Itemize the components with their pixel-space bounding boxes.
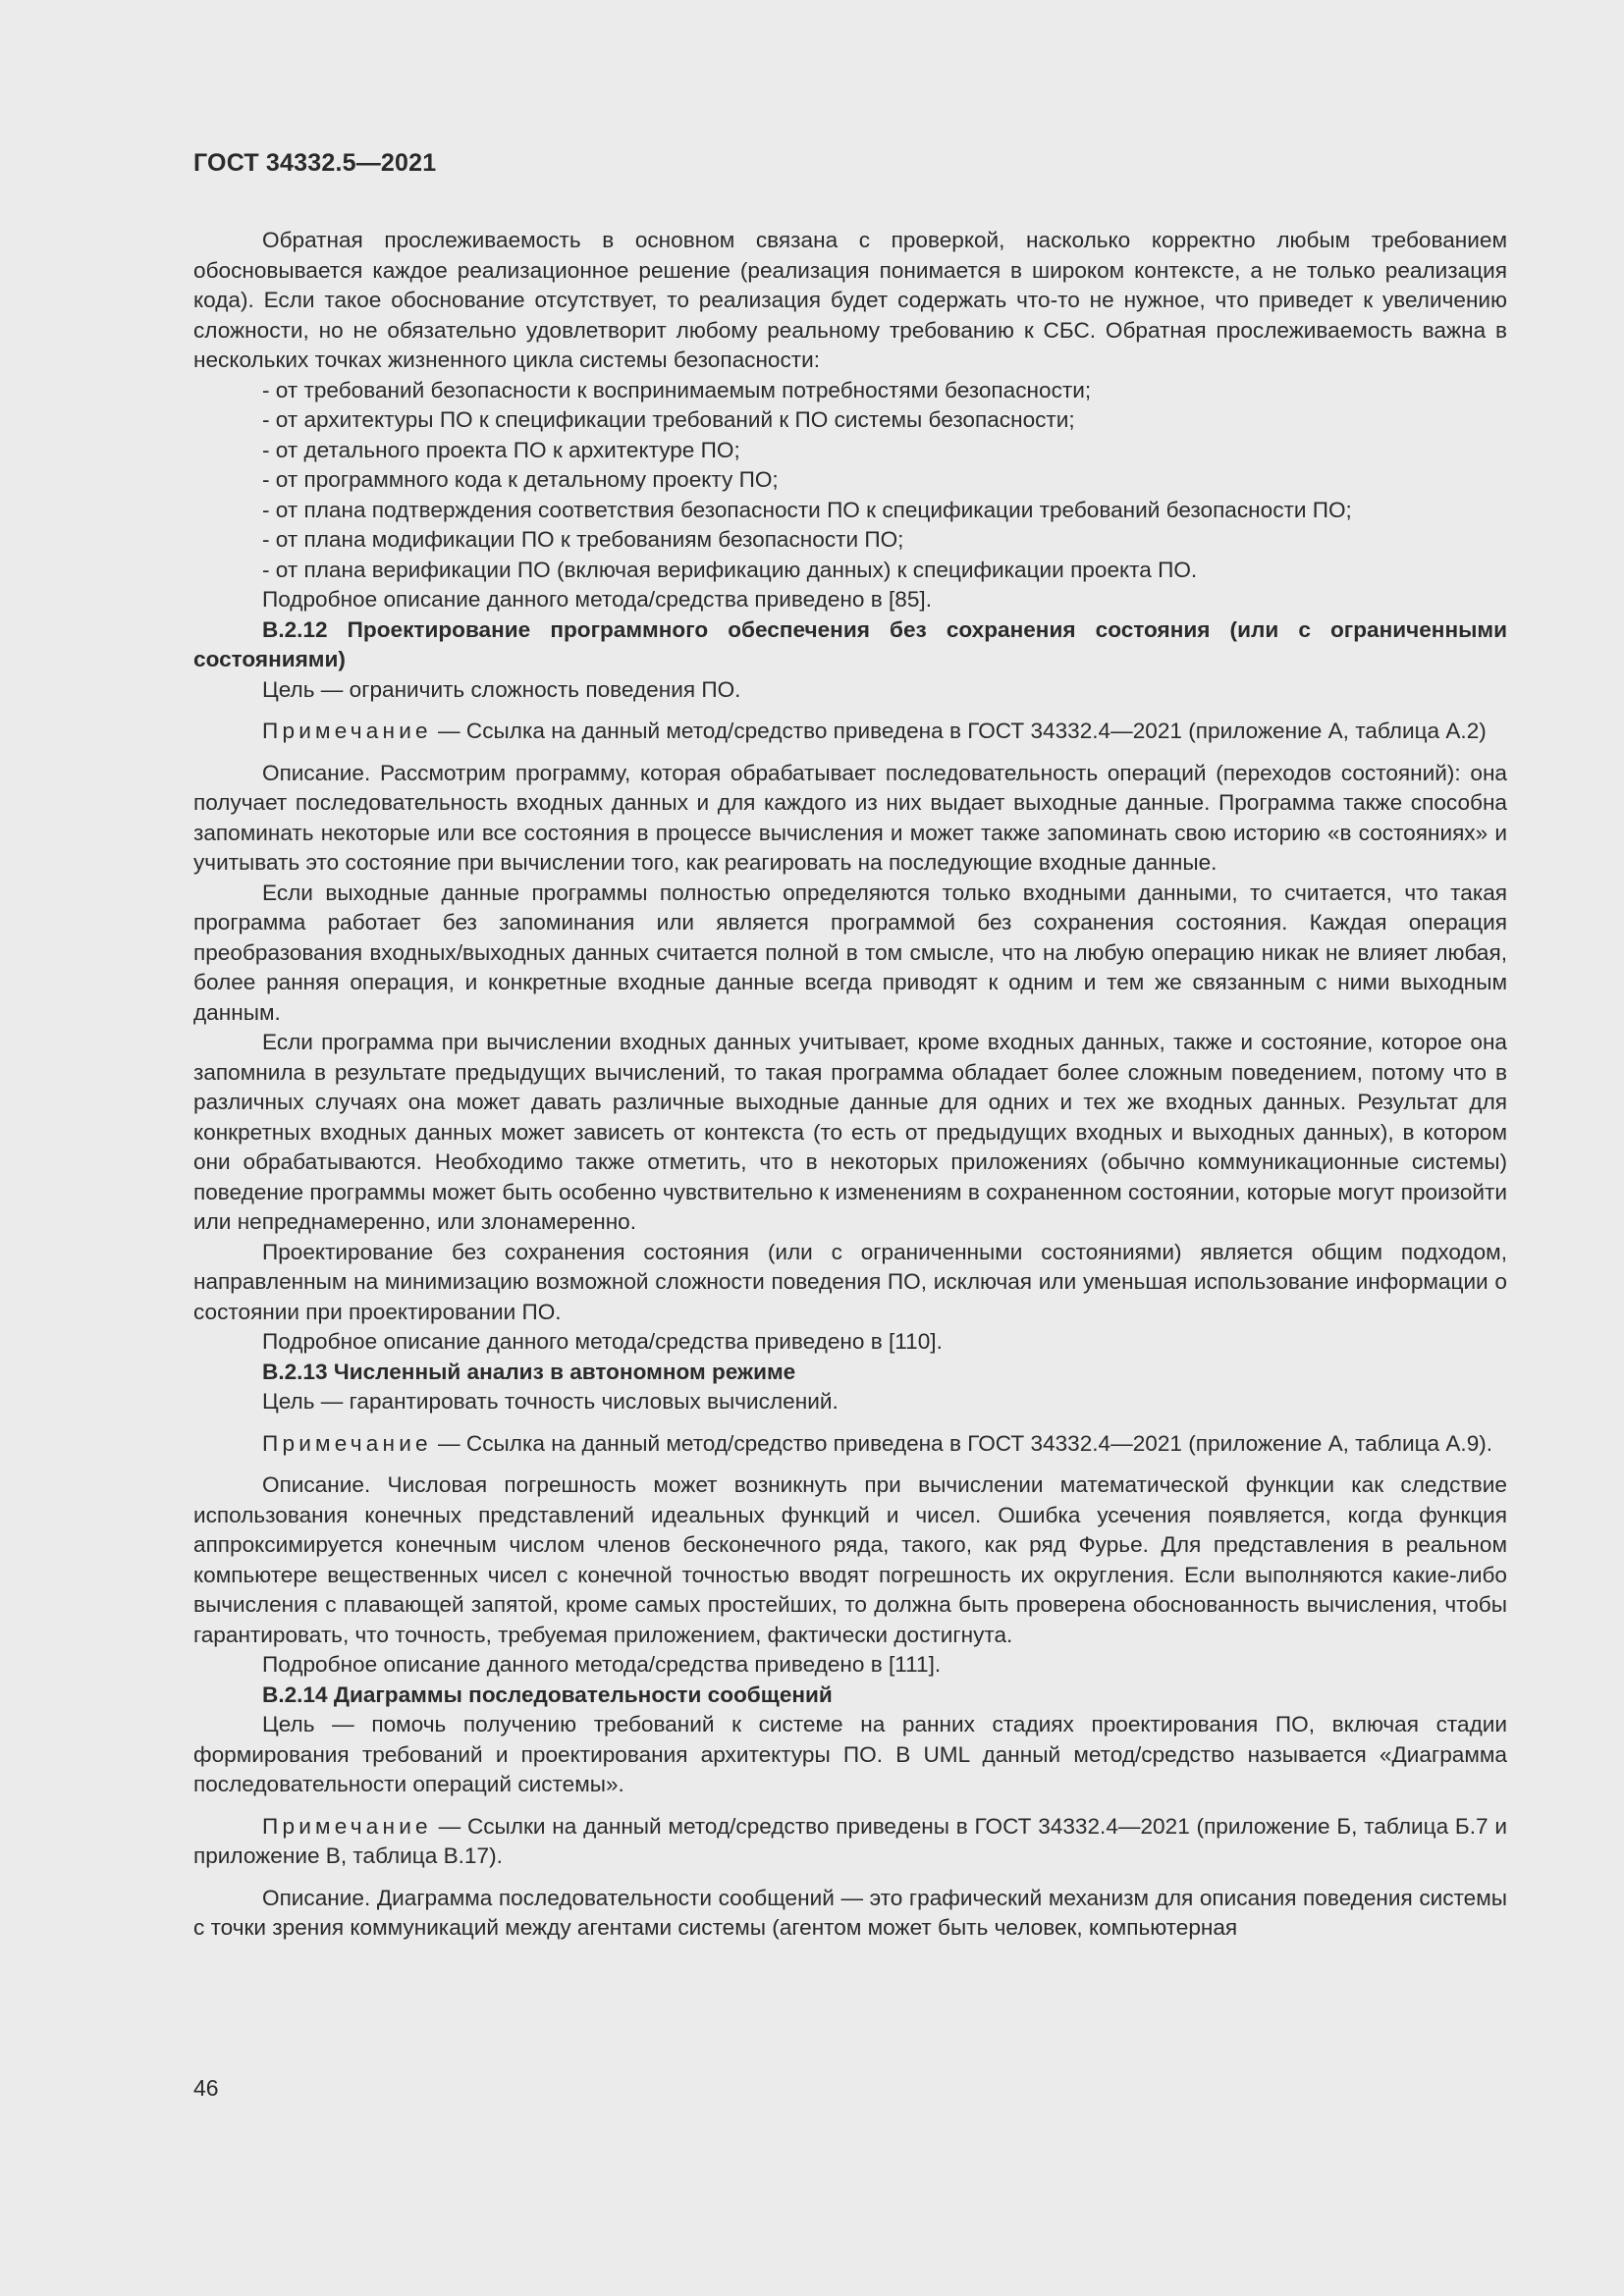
- document-header: ГОСТ 34332.5—2021: [193, 149, 437, 177]
- list-item: - от детального проекта ПО к архитектуре ПО;: [262, 437, 740, 462]
- paragraph: Если выходные данные программы полностью определяются только входными данными, то считается, что такая программа работает без запоминания или является программой без сохранения состояния. Каждая операция преобразования входных/выходных данных считается полной в том смысле, что на любую операцию никак не влияет любая, более ранняя операция, и конкретные входные данные всегда приводят к одним и тем же связанным с ними выходным данным.: [193, 880, 1507, 1025]
- note-text: — Ссылка на данный метод/средство приведена в ГОСТ 34332.4—2021 (приложение А, таблица А.2): [431, 719, 1487, 743]
- paragraph: Обратная прослеживаемость в основном связана с проверкой, насколько корректно любым требованием обосновывается каждое реализационное решение (реализация понимается в широком контексте, а не только реализация кода). Если такое обоснование отсутствует, то реализация будет содержать что-то не нужное, что приведет к увеличению сложности, но не обязательно удовлетворит любому реальному требованию к СБС. Обратная прослеживаемость важна в нескольких точках жизненного цикла системы безопасности:: [193, 228, 1507, 372]
- note: [193, 1429, 1507, 1460]
- section-heading-b212: В.2.12 Проектирование программного обеспечения без сохранения состояния (или с ограниченными состояниями): [193, 616, 1507, 671]
- paragraph: Цель — помочь получению требований к системе на ранних стадиях проектирования ПО, включая стадии формирования требований и проектирования архитектуры ПО. В UML данный метод/средство называется «Диаграмма последовательности операций системы».: [193, 1712, 1507, 1796]
- note-label: Примечание: [262, 1430, 432, 1456]
- paragraph: Цель — ограничить сложность поведения ПО.: [262, 676, 741, 702]
- paragraph: Описание. Диаграмма последовательности сообщений — это графический механизм для описания поведения системы с точки зрения коммуникаций между агентами системы (агентом может быть человек, компьютерная: [193, 1885, 1507, 1940]
- paragraph: Описание. Числовая погрешность может возникнуть при вычислении математической функции как следствие использования конечных представлений идеальных функций и чисел. Ошибка усечения появляется, когда функция аппроксимируется конечным числом членов бесконечного ряда, такого, как ряд Фурье. Для представления в реальном компьютере вещественных чисел с конечной точностью вводят погрешность их округления. Если выполняются какие-либо вычисления с плавающей запятой, кроме самых простейших, то должна быть проверена обоснованность вычисления, чтобы гарантировать, что точность, требуемая приложением, фактически достигнута.: [193, 1472, 1507, 1647]
- traceability-list: [193, 376, 1507, 586]
- note-label: Примечание: [262, 1813, 432, 1839]
- note: [193, 1812, 1507, 1872]
- document-body: [193, 226, 1507, 1944]
- paragraph: Описание. Рассмотрим программу, которая обрабатывает последовательность операций (переходов состояний): она получает последовательность входных данных и для каждого из них выдает выходные данные. Программа также способна запоминать некоторые или все состояния в процессе вычисления и может также запоминать свою историю «в состояниях» и учитывать это состояние при вычислении того, как реагировать на последующие входные данные.: [193, 760, 1507, 875]
- paragraph: Подробное описание данного метода/средства приведено в [85].: [262, 587, 932, 612]
- section-heading-b213: В.2.13 Численный анализ в автономном режиме: [262, 1359, 796, 1384]
- list-item: - от требований безопасности к воспринимаемым потребностями безопасности;: [262, 377, 1092, 402]
- list-item: - от архитектуры ПО к спецификации требований к ПО системы безопасности;: [262, 407, 1075, 432]
- section-heading-b214: В.2.14 Диаграммы последовательности сообщений: [262, 1682, 833, 1707]
- page-number: 46: [193, 2075, 219, 2101]
- list-item: - от плана модификации ПО к требованиям безопасности ПО;: [262, 527, 904, 552]
- paragraph: Подробное описание данного метода/средства приведено в [111].: [262, 1652, 942, 1677]
- list-item: - от программного кода к детальному проекту ПО;: [262, 467, 779, 492]
- note: [193, 717, 1507, 747]
- list-item: - от плана подтверждения соответствия безопасности ПО к спецификации требований безопасности ПО;: [262, 497, 1352, 522]
- note-label: Примечание: [262, 719, 432, 743]
- paragraph: Проектирование без сохранения состояния (или с ограниченными состояниями) является общим подходом, направленным на минимизацию возможной сложности поведения ПО, исключая или уменьшая использование информации о состоянии при проектировании ПО.: [193, 1239, 1507, 1324]
- paragraph: Если программа при вычислении входных данных учитывает, кроме входных данных, также и состояние, которое она запомнила в результате предыдущих вычислений, то такая программа обладает более сложным поведением, потому что в различных случаях она может давать различные выходные данные для одних и тех же входных данных. Результат для конкретных входных данных может зависеть от контекста (то есть от предыдущих входных и выходных данных), в котором они обрабатываются. Необходимо также отметить, что в некоторых приложениях (обычно коммуникационные системы) поведение программы может быть особенно чувствительно к изменениям в сохраненном состоянии, которые могут произойти или непреднамеренно, или злонамеренно.: [193, 1030, 1507, 1234]
- list-item: - от плана верификации ПО (включая верификацию данных) к спецификации проекта ПО.: [262, 557, 1198, 582]
- note-text: — Ссылка на данный метод/средство приведена в ГОСТ 34332.4—2021 (приложение А, таблица А.9).: [431, 1430, 1493, 1456]
- paragraph: Цель — гарантировать точность числовых вычислений.: [262, 1389, 839, 1414]
- note-text: — Ссылки на данный метод/средство приведены в ГОСТ 34332.4—2021 (приложение Б, таблица Б.7 и приложение В, таблица В.17).: [193, 1813, 1507, 1868]
- paragraph: Подробное описание данного метода/средства приведено в [110].: [262, 1329, 943, 1354]
